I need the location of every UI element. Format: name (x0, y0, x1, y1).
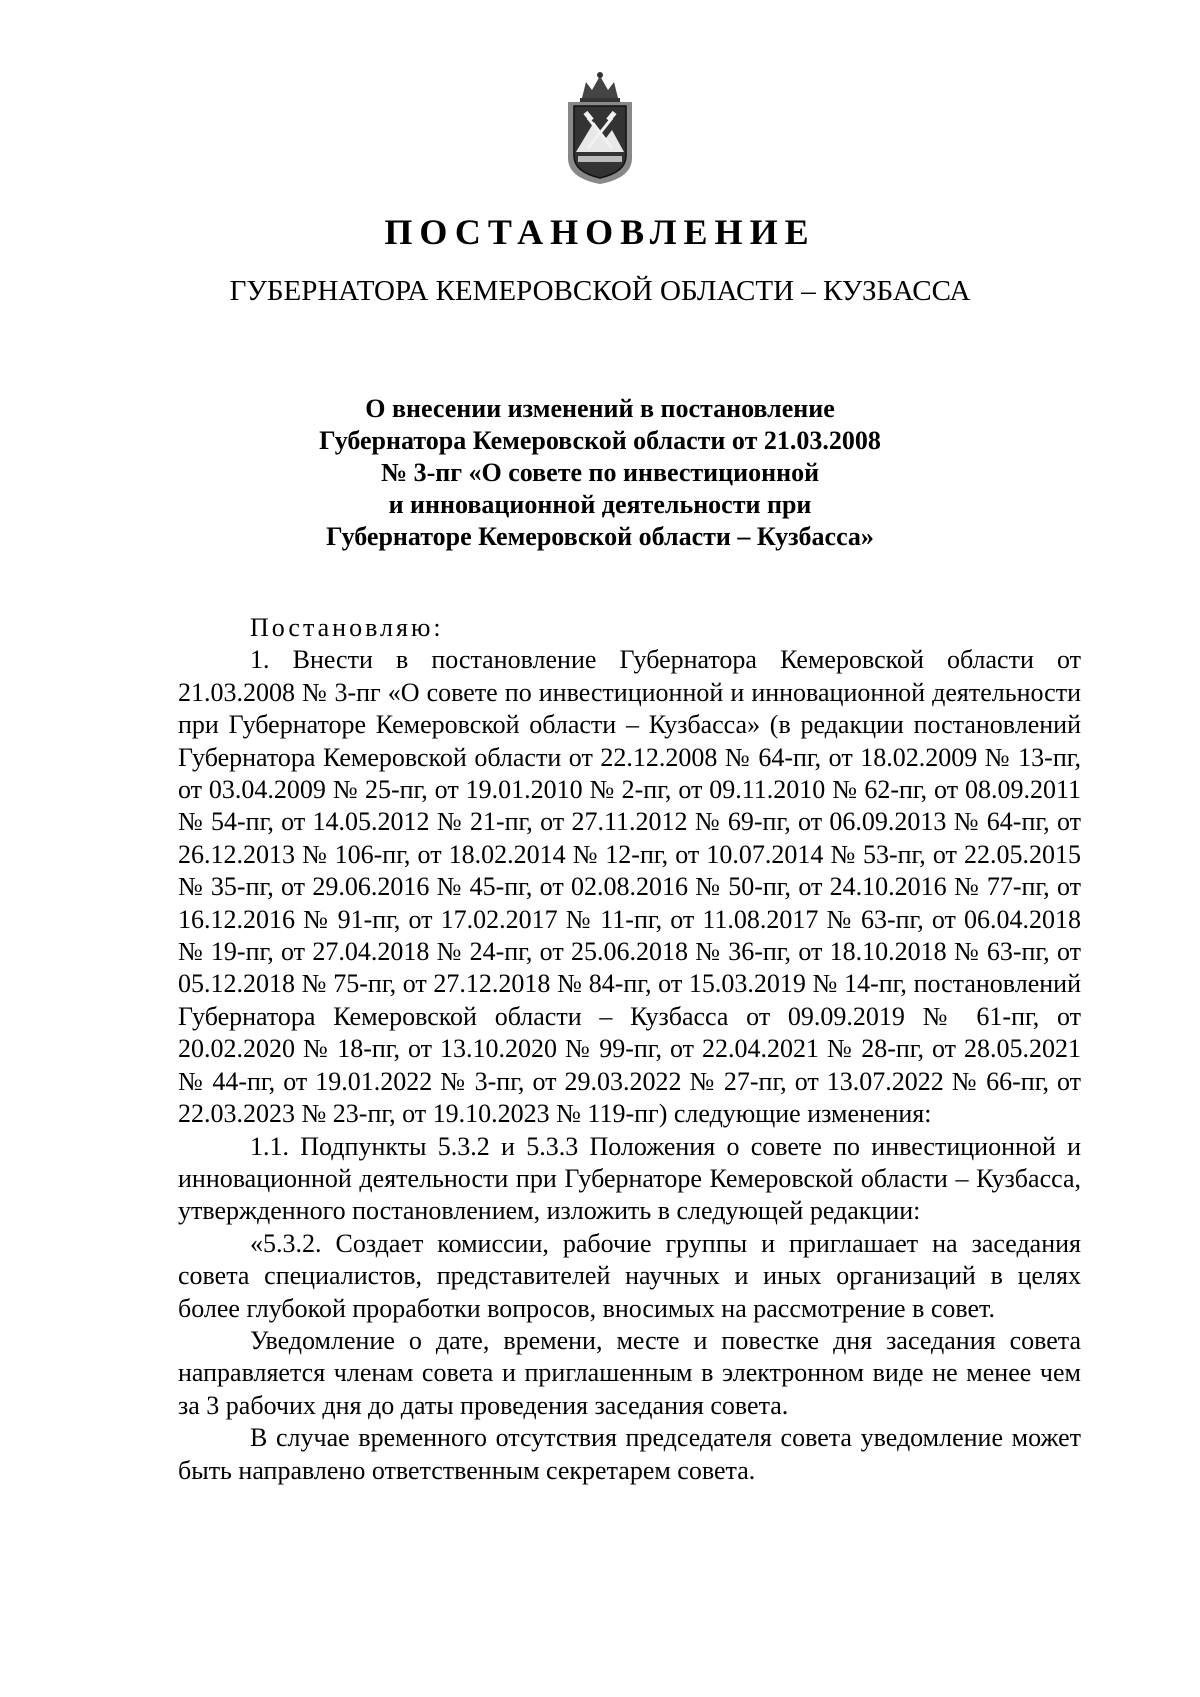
document-title (200, 393, 1000, 553)
issuer-heading: ГУБЕРНАТОРА КЕМЕРОВСКОЙ ОБЛАСТИ – КУЗБАССА (229, 275, 971, 307)
paragraph: 1.1. Подпункты 5.3.2 и 5.3.3 Положения о совете по инвестиционной и инновационной деятельности при Губернаторе Кемеровской области – Кузбасса, утвержденного постановлением, изложить в следующей редакции: (178, 1131, 1081, 1226)
title-line: О внесении изменений в постановление (365, 394, 835, 423)
title-line: Губернатора Кемеровской области от 21.03.2008 (319, 426, 881, 455)
document-body (178, 612, 1081, 1487)
decree-word: Постановляю: (250, 613, 444, 642)
paragraph: 1. Внести в постановление Губернатора Кемеровской области от 21.03.2008 № 3-пг «О совете по инвестиционной и инновационной деятельности при Губернаторе Кемеровской области – Кузбасса» (в редакции постановлений Губернатора Кемеровской области от 22.12.2008 № 64-пг, от 18.02.2009 № 13-пг, от 03.04.2009 № 25-пг, от 19.01.2010 № 2-пг, от 09.11.2010 № 62-пг, от 08.09.2011 № 54-пг, от 14.05.2012 № 21-пг, от 27.11.2012 № 69-пг, от 06.09.2013 № 64-пг, от 26.12.2013 № 106-пг, от 18.02.2014 № 12-пг, от 10.07.2014 № 53-пг, от 22.05.2015 № 35-пг, от 29.06.2016 № 45-пг, от 02.08.2016 № 50-пг, от 24.10.2016 № 77-пг, от 16.12.2016 № 91-пг, от 17.02.2017 № 11-пг, от 11.08.2017 № 63-пг, от 06.04.2018 № 19-пг, от 27.04.2018 № 24-пг, от 25.06.2018 № 36-пг, от 18.10.2018 № 63-пг, от 05.12.2018 № 75-пг, от 27.12.2018 № 84-пг, от 15.03.2019 № 14-пг, постановлений Губернатора Кемеровской области – Кузбасса от 09.09.2019 № 61-пг, от 20.02.2020 № 18-пг, от 13.10.2020 № 99-пг, от 22.04.2021 № 28-пг, от 28.05.2021 № 44-пг, от 19.01.2022 № 3-пг, от 29.03.2022 № 27-пг, от 13.07.2022 № 66-пг, от 22.03.2023 № 23-пг, от 19.10.2023 № 119-пг) следующие изменения: (178, 645, 1081, 1129)
title-line: № 3-пг «О совете по инвестиционной (380, 458, 820, 487)
title-line: и инновационной деятельности при (388, 490, 812, 519)
paragraph: В случае временного отсутствия председателя совета уведомление может быть направлено ответственным секретарем совета. (178, 1423, 1081, 1485)
document-type-heading: ПОСТАНОВЛЕНИЕ (384, 212, 816, 252)
title-line: Губернаторе Кемеровской области – Кузбасса» (326, 522, 874, 551)
coat-of-arms-icon (560, 68, 640, 188)
paragraph: «5.3.2. Создает комиссии, рабочие группы и приглашает на заседания совета специалистов, представителей научных и иных организаций в целях более глубокой проработки вопросов, вносимых на рассмотрение в совет. (178, 1228, 1081, 1323)
paragraph: Уведомление о дате, времени, месте и повестке дня заседания совета направляется членам совета и приглашенным в электронном виде не менее чем за 3 рабочих дня до даты проведения заседания совета. (178, 1325, 1081, 1420)
